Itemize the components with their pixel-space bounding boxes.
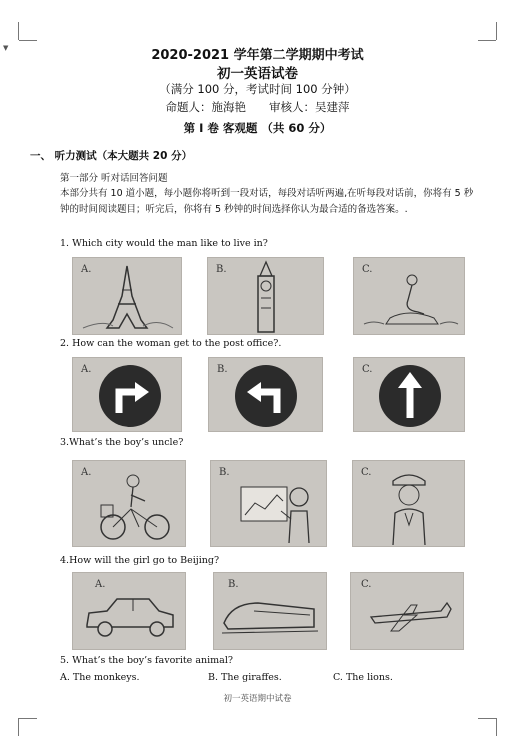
part-title: 第一部分 听对话回答问题	[60, 173, 168, 184]
q2-option-b: B.	[208, 357, 323, 432]
q4-option-c: C.	[350, 572, 464, 650]
exam-title: 2020-2021 学年第二学期期中考试	[151, 48, 364, 63]
q4-option-b: B.	[213, 572, 327, 650]
q3-option-b: B.	[210, 460, 327, 547]
question-5: 5. What’s the boy’s favorite animal?	[60, 655, 233, 666]
q1-option-a: A.	[72, 257, 182, 335]
car-icon	[73, 573, 185, 649]
volume-heading: 第 I 卷 客观题 （共 60 分）	[183, 121, 332, 135]
q2-option-c: C.	[353, 357, 465, 432]
exam-info: （满分 100 分，考试时间 100 分钟）	[159, 82, 356, 96]
q5-choice-c: C. The lions.	[333, 672, 393, 683]
page-footer: 初一英语期中试卷	[223, 694, 292, 704]
question-3: 3.What’s the boy’s uncle?	[60, 437, 184, 448]
q2-option-a: A.	[72, 357, 182, 432]
q4-option-a: A.	[72, 572, 186, 650]
q5-choice-b: B. The giraffes.	[208, 672, 282, 683]
question-2: 2. How can the woman get to the post office?.	[60, 338, 282, 349]
question-1: 1. Which city would the man like to live in?	[60, 238, 268, 249]
exam-authors: 命题人：施海艳 审核人：吴建萍	[165, 100, 350, 114]
q1-option-c: C.	[353, 257, 465, 335]
q1-option-b: B.	[207, 257, 324, 335]
section-heading: 一、 听力测试（本大题共 20 分）	[30, 150, 193, 162]
q5-choice-a: A. The monkeys.	[60, 672, 140, 683]
question-4: 4.How will the girl go to Beijing?	[60, 555, 220, 566]
exam-subtitle: 初一英语试卷	[217, 66, 298, 82]
q3-option-a: A.	[72, 460, 186, 547]
instructions: 本部分共有 10 道小题，每小题你将听到一段对话，每段对话听两遍,在听每段对话前，你将有 5 秒钟的时间阅读题目；听完后，你将有 5 秒钟的时间选择你认为最合适的备选答案。.	[60, 188, 474, 215]
q3-option-c: C.	[352, 460, 465, 547]
